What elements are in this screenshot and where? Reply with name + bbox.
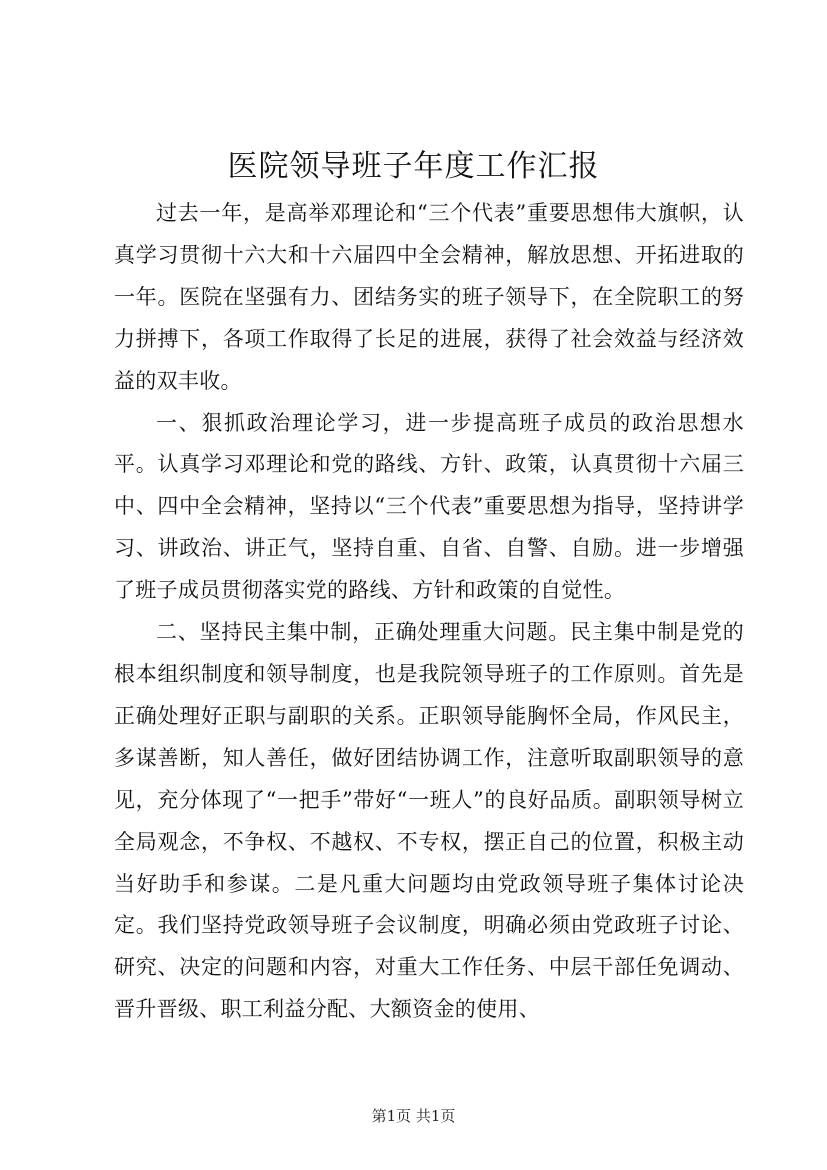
paragraph-section-one: 一、狠抓政治理论学习，进一步提高班子成员的政治思想水平。认真学习邓理论和党的路线、方针、政策，认真贯彻十六届三中、四中全会精神，坚持以“三个代表”重要思想为指导，坚持讲学习、讲政治、讲正气，坚持自重、自省、自警、自励。进一步增强了班子成员贯彻落实党的路线、方针和政策的自觉性。 <box>114 410 744 603</box>
paragraph-section-two: 二、坚持民主集中制，正确处理重大问题。民主集中制是党的根本组织制度和领导制度，也是我院领导班子的工作原则。首先是正确处理好正职与副职的关系。正职领导能胸怀全局，作风民主，多谋善断，知人善任，做好团结协调工作，注意听取副职领导的意见，充分体现了“一把手”带好“一班人”的良好品质。副职领导树立全局观念，不争权、不越权、不专权，摆正自己的位置，积极主动当好助手和参谋。二是凡重大问题均由党政领导班子集体讨论决定。我们坚持党政领导班子会议制度，明确必须由党政班子讨论、研究、决定的问题和内容，对重大工作任务、中层干部任免调动、晋升晋级、职工利益分配、大额资金的使用、 <box>114 620 744 1022</box>
document-body <box>114 193 744 1031</box>
page-footer: 第1页 共1页 <box>371 1107 456 1125</box>
paragraph-intro: 过去一年，是高举邓理论和“三个代表”重要思想伟大旗帜，认真学习贯彻十六大和十六届四中全会精神，解放思想、开拓进取的一年。医院在坚强有力、团结务实的班子领导下，在全院职工的努力拼搏下，各项工作取得了长足的进展，获得了社会效益与经济效益的双丰收。 <box>114 201 744 393</box>
document-title: 医院领导班子年度工作汇报 <box>227 149 600 184</box>
